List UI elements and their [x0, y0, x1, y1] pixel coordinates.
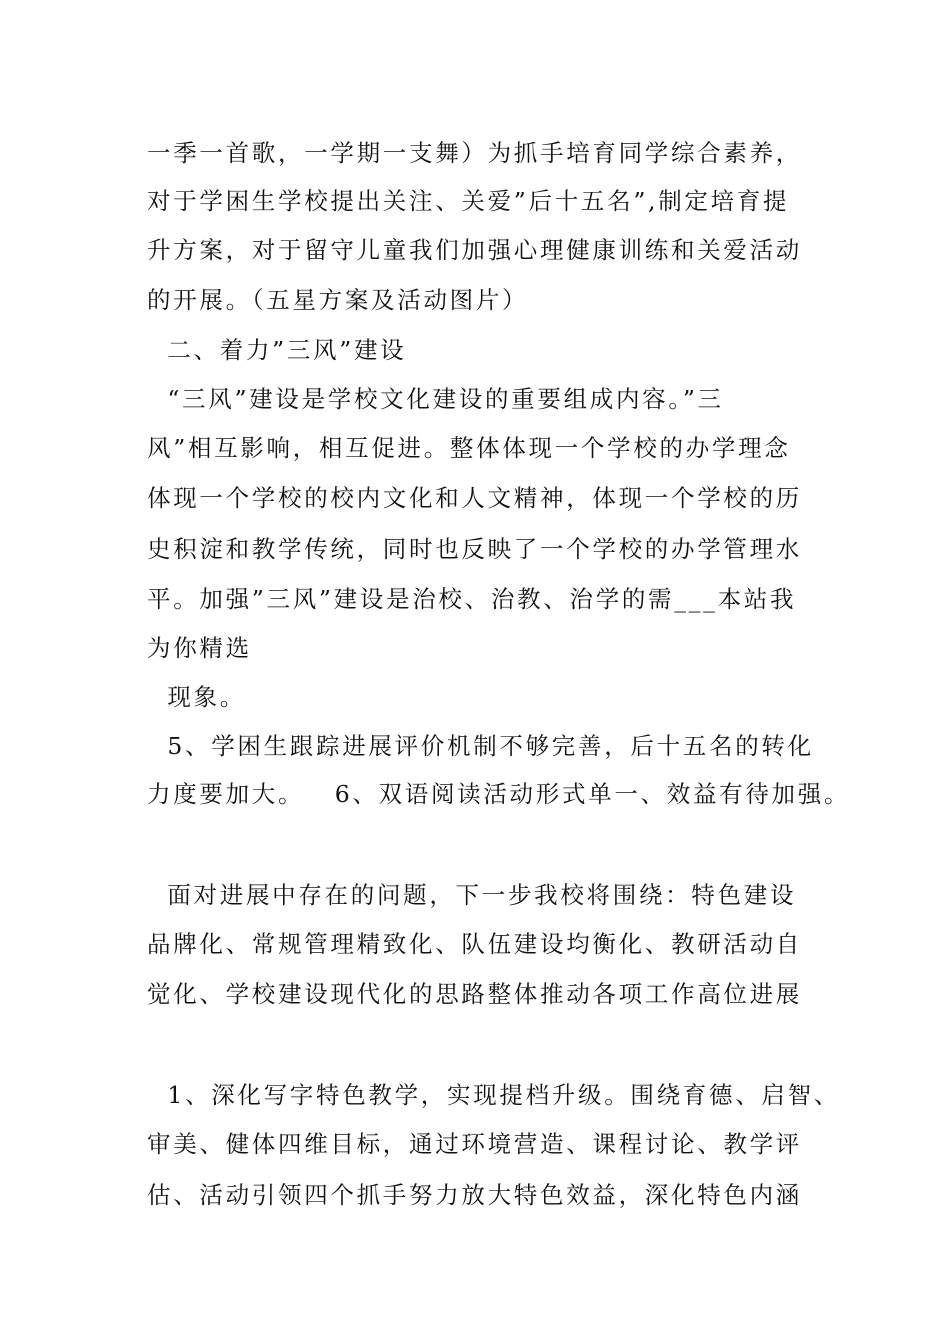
section-heading: 二、着力”三风”建设 — [147, 336, 407, 364]
text-line: 品牌化、常规管理精致化、队伍建设均衡化、教研活动自 — [147, 930, 802, 958]
text-line: 风”相互影响，相互促进。整体体现一个学校的办学理念 — [147, 434, 791, 462]
text-line: 现象。 — [147, 683, 246, 711]
text-line: 估、活动引领四个抓手努力放大特色效益，深化特色内涵 — [147, 1181, 802, 1209]
text-line: 力度要加大。 6、双语阅读活动形式单一、效益有待加强。 — [147, 780, 851, 808]
text-line: 平。加强”三风”建设是治校、治教、治学的需___本站我 — [147, 585, 797, 613]
text-line: 为你精选 — [147, 634, 252, 662]
text-line: 对于学困生学校提出关注、关爱”后十五名”,制定培育提 — [147, 187, 790, 215]
text-line: 1、深化写字特色教学，实现提档升级。围绕育德、启智、 — [147, 1081, 840, 1109]
text-line: 体现一个学校的校内文化和人文精神，体现一个学校的历 — [147, 484, 802, 512]
text-line: 史积淀和教学传统，同时也反映了一个学校的办学管理水 — [147, 535, 802, 563]
text-line: 审美、健体四维目标，通过环境营造、课程讨论、教学评 — [147, 1130, 802, 1158]
text-line: 觉化、学校建设现代化的思路整体推动各项工作高位进展 — [147, 980, 802, 1008]
text-line: 升方案，对于留守儿童我们加强心理健康训练和关爱活动 — [147, 236, 802, 264]
text-line: 一季一首歌，一学期一支舞）为抓手培育同学综合素养， — [147, 139, 802, 167]
text-line: 的开展。（五星方案及活动图片） — [147, 286, 529, 314]
text-line: 面对进展中存在的问题，下一步我校将围绕：特色建设 — [147, 881, 797, 909]
text-line: 5、学困生跟踪进展评价机制不够完善，后十五名的转化 — [147, 732, 814, 760]
text-line: “三风”建设是学校文化建设的重要组成内容。”三 — [147, 385, 724, 413]
